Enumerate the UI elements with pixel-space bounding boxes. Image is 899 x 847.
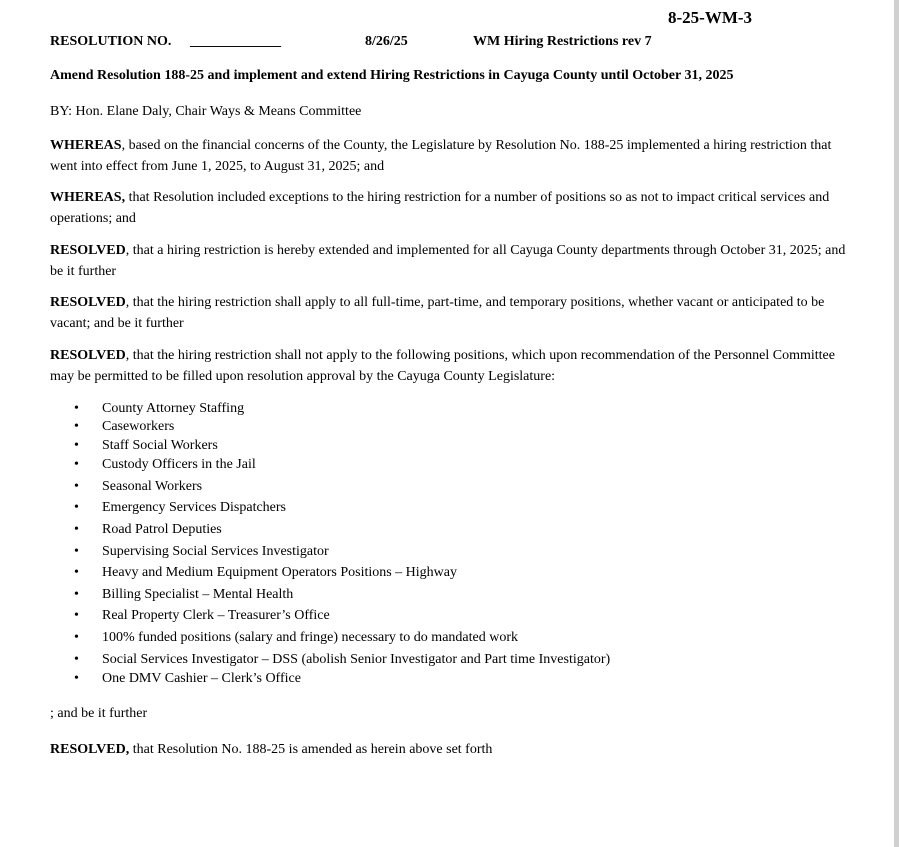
exempt-positions-list: • County Attorney Staffing • Caseworkers • Staff Social Workers • Custody Officers in the Jail • Seasonal Workers • Emergency Services Dispatchers • Road Patrol Deputies • Supervising Social Services Investigator • Heavy and Medium Equipment Operators Positions – Highway • Billing Specialist – Mental Health • Real Property Clerk – Treasurer’s Office • 100% funded positions (salary and fringe) necessary to do mandated work • Social Services Investigator – DSS (abolish Senior Investigator and Part time Investigator) • One DMV Cashier – Clerk’s Office: [74, 401, 611, 686]
paragraph-text: , based on the financial concerns of the County, the Legislature by Resolution No. 188-25 implemented a hiring restriction that went into effect from June 1, 2025, to August 31, 2025; and: [50, 138, 832, 174]
bullet-icon: •: [74, 419, 79, 434]
bullet-icon: •: [74, 652, 79, 667]
bullet-icon: •: [74, 522, 79, 537]
resolved-paragraph: [50, 240, 850, 282]
resolution-subject: WM Hiring Restrictions rev 7: [473, 34, 652, 49]
resolution-number-blank: _____________: [190, 34, 281, 49]
bullet-icon: •: [74, 608, 79, 623]
bullet-icon: •: [74, 457, 79, 472]
paragraph-lead: RESOLVED: [50, 243, 126, 258]
paragraph-text: , that the hiring restriction shall not apply to the following positions, which upon recommendation of the Personnel Committee may be permitted to be filled upon resolution approval by the Cayuga County Legislature:: [50, 348, 835, 384]
paragraph-text: that Resolution included exceptions to the hiring restriction for a number of positions so as not to impact critical services and operations; and: [50, 190, 830, 226]
paragraph-lead: WHEREAS,: [50, 190, 126, 205]
sponsor-line: BY: Hon. Elane Daly, Chair Ways & Means Committee: [50, 104, 362, 119]
final-resolved-paragraph: [50, 742, 492, 758]
vertical-scrollbar[interactable]: [894, 0, 899, 847]
whereas-paragraph: [50, 135, 850, 177]
bullet-icon: •: [74, 438, 79, 453]
document-id: 8-25-WM-3: [668, 8, 753, 27]
resolution-date: 8/26/25: [365, 34, 408, 49]
resolved-paragraph: [50, 345, 850, 387]
bullet-icon: •: [74, 565, 79, 580]
resolution-number-label: RESOLUTION NO.: [50, 34, 172, 49]
paragraph-text: , that the hiring restriction shall apply to all full-time, part-time, and temporary positions, whether vacant or anticipated to be vacant; and be it further: [50, 295, 825, 331]
paragraph-lead: RESOLVED: [50, 348, 126, 363]
bullet-icon: •: [74, 401, 79, 416]
paragraph-text: that Resolution No. 188-25 is amended as herein above set forth: [129, 742, 493, 757]
bullet-icon: •: [74, 500, 79, 515]
bullet-icon: •: [74, 479, 79, 494]
bullet-icon: •: [74, 544, 79, 559]
paragraph-lead: WHEREAS: [50, 138, 122, 153]
resolved-paragraph: [50, 292, 850, 334]
paragraph-lead: RESOLVED: [50, 295, 126, 310]
resolution-title: Amend Resolution 188-25 and implement and extend Hiring Restrictions in Cayuga County until October 31, 2025: [50, 68, 734, 83]
paragraph-text: , that a hiring restriction is hereby extended and implemented for all Cayuga County departments through October 31, 2025; and be it further: [50, 243, 846, 279]
whereas-paragraph: [50, 187, 850, 229]
bullet-icon: •: [74, 630, 79, 645]
paragraph-lead: RESOLVED,: [50, 742, 130, 757]
continuation-text: ; and be it further: [50, 706, 148, 721]
bullet-icon: •: [74, 671, 79, 686]
bullet-icon: •: [74, 587, 79, 602]
